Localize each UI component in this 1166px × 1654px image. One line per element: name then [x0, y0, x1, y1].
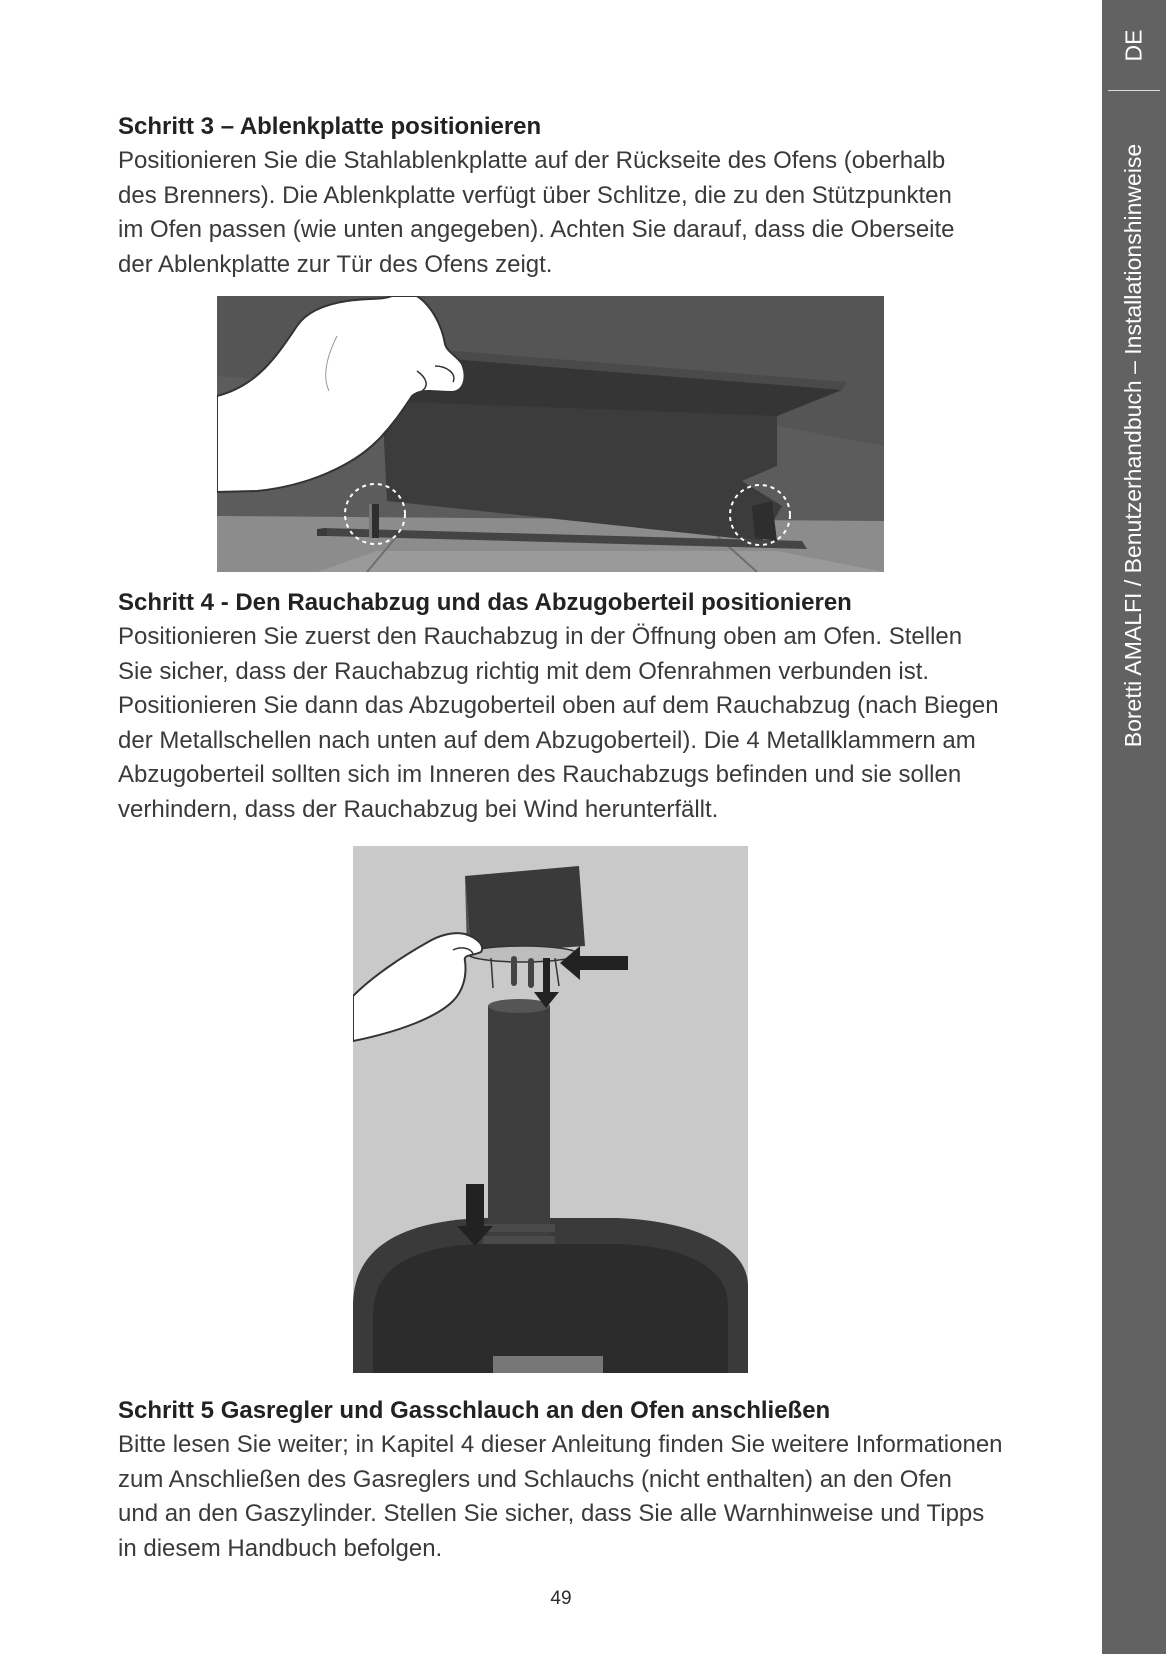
sidebar-title-wrap: [1102, 104, 1166, 786]
text-line: des Brenners). Die Ablenkplatte verfügt über Schlitze, die zu den Stützpunkten: [118, 181, 952, 209]
text-line: verhindern, dass der Rauchabzug bei Wind herunterfällt.: [118, 795, 719, 823]
language-tab: [1102, 0, 1166, 90]
sidebar: [1102, 0, 1166, 1654]
text-line: der Metallschellen nach unten auf dem Abzugoberteil). Die 4 Metallklammern am: [118, 726, 976, 754]
step-3-section: [118, 110, 998, 282]
text-line: Positionieren Sie zuerst den Rauchabzug in der Öffnung oben am Ofen. Stellen: [118, 623, 963, 650]
sidebar-title: Boretti AMALFI / Benutzerhandbuch – Installationshinweise: [1120, 143, 1147, 747]
chimney-flue-illustration: [353, 846, 748, 1373]
step-3-title: Schritt 3 – Ablenkplatte positionieren: [118, 113, 542, 140]
baffle-plate-illustration: [217, 296, 884, 572]
text-line: im Ofen passen (wie unten angegeben). Achten Sie darauf, dass die Oberseite: [118, 216, 955, 243]
step-5-section: [118, 1394, 1003, 1566]
step-4-section: [118, 586, 998, 827]
step-4-title: Schritt 4 - Den Rauchabzug und das Abzugoberteil positionieren: [118, 589, 852, 616]
text-line: Positionieren Sie die Stahlablenkplatte auf der Rückseite des Ofens (oberhalb: [118, 147, 946, 174]
language-label: DE: [1120, 29, 1147, 61]
text-line: Sie sicher, dass der Rauchabzug richtig mit dem Ofenrahmen verbunden ist.: [118, 657, 930, 685]
text-line: Positionieren Sie dann das Abzugoberteil oben auf dem Rauchabzug (nach Biegen: [118, 692, 999, 719]
page-number: 49: [550, 1588, 572, 1609]
step-5-title: Schritt 5 Gasregler und Gasschlauch an den Ofen anschließen: [118, 1397, 831, 1424]
text-line: der Ablenkplatte zur Tür des Ofens zeigt.: [118, 250, 553, 278]
text-line: in diesem Handbuch befolgen.: [118, 1534, 443, 1562]
sidebar-divider: [1108, 90, 1160, 91]
text-line: Abzugoberteil sollten sich im Inneren des Rauchabzugs befinden und sie sollen: [118, 761, 962, 788]
step-4-text: [118, 620, 998, 827]
text-line: und an den Gaszylinder. Stellen Sie sicher, dass Sie alle Warnhinweise und Tipps: [118, 1500, 985, 1527]
step-5-text: [118, 1428, 1003, 1566]
text-line: Bitte lesen Sie weiter; in Kapitel 4 dieser Anleitung finden Sie weitere Informationen: [118, 1431, 1003, 1458]
text-line: zum Anschließen des Gasreglers und Schlauchs (nicht enthalten) an den Ofen: [118, 1465, 952, 1493]
step-3-text: [118, 144, 998, 282]
